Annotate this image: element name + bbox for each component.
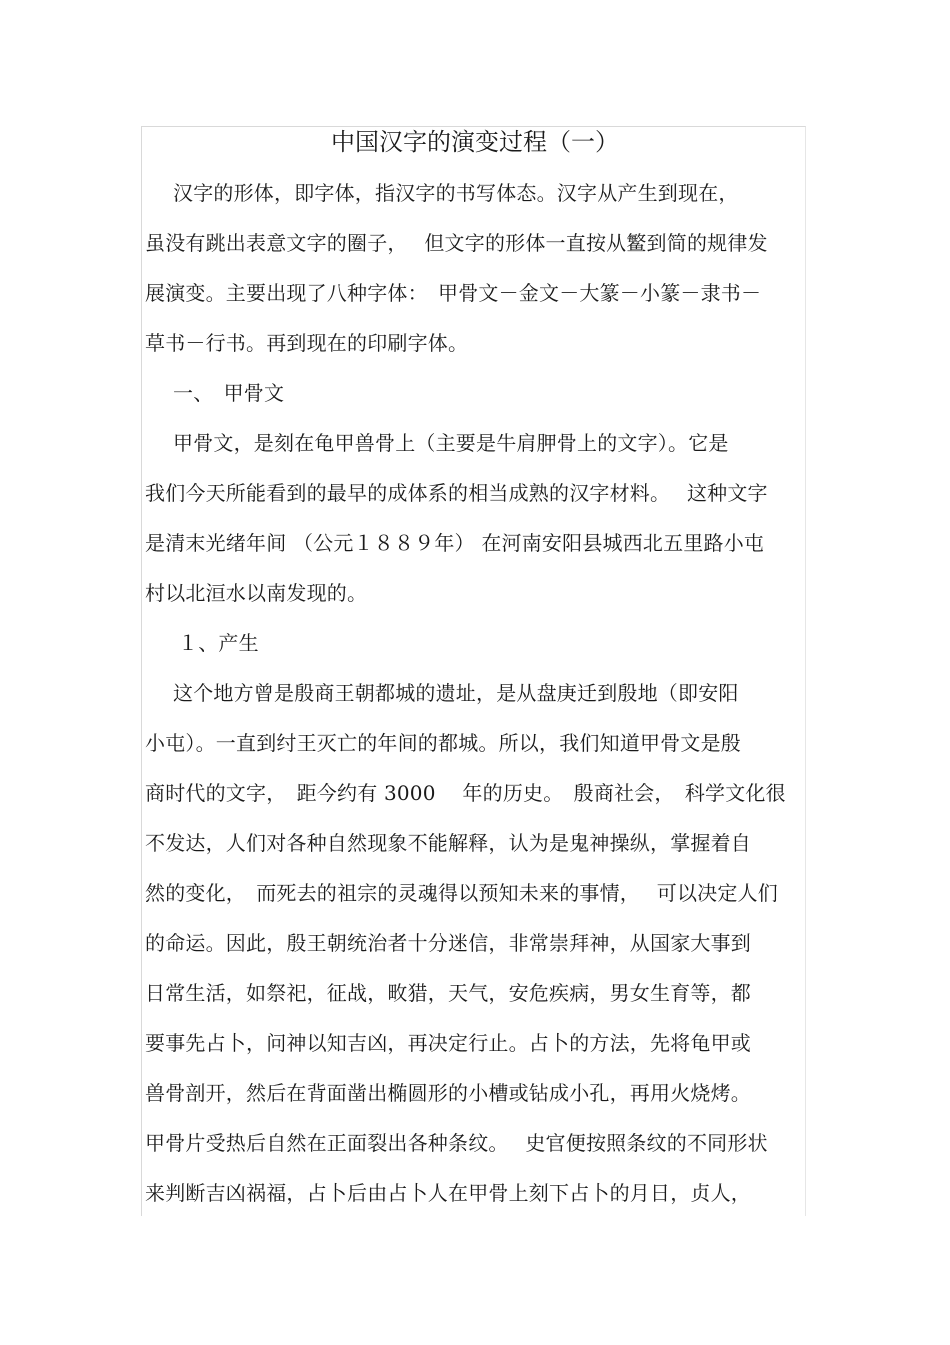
- paragraph-line: 日常生活，如祭祀，征战，畋猎，天气，安危疾病，男女生育等，都: [145, 981, 751, 1005]
- paragraph-line: 甲骨文，是刻在龟甲兽骨上（主要是牛肩胛骨上的文字）。它是: [173, 431, 729, 455]
- paragraph-line: 甲骨片受热后自然在正面裂出各种条纹。 史官便按照条纹的不同形状: [145, 1131, 768, 1155]
- paragraph-line: 小屯）。一直到纣王灭亡的年间的都城。所以，我们知道甲骨文是殷: [145, 731, 741, 755]
- paragraph-line: 要事先占卜，问神以知吉凶，再决定行止。占卜的方法，先将龟甲或: [145, 1031, 751, 1055]
- paragraph-line: 草书－行书。再到现在的印刷字体。: [145, 331, 469, 355]
- paragraph-line: 我们今天所能看到的最早的成体系的相当成熟的汉字材料。 这种文字: [145, 481, 768, 505]
- paragraph-line: 的命运。因此，殷王朝统治者十分迷信，非常崇拜神，从国家大事到: [145, 931, 751, 955]
- paragraph-line: 村以北洹水以南发现的。: [145, 581, 368, 605]
- paragraph-line: 商时代的文字， 距今约有 3000 年的历史。 殷商社会， 科学文化很: [145, 781, 786, 805]
- paragraph-line: 来判断吉凶祸福，占卜后由占卜人在甲骨上刻下占卜的月日，贞人，: [145, 1181, 751, 1205]
- paragraph-line: 不发达，人们对各种自然现象不能解释，认为是鬼神操纵，掌握着自: [145, 831, 751, 855]
- subsection-heading: １、产生: [178, 631, 259, 655]
- section-heading: 一、 甲骨文: [173, 381, 285, 405]
- paragraph-line: 这个地方曾是殷商王朝都城的遗址，是从盘庚迁到殷地（即安阳: [173, 681, 739, 705]
- paragraph-line: 兽骨剖开，然后在背面凿出椭圆形的小槽或钻成小孔，再用火烧烤。: [145, 1081, 751, 1105]
- paragraph-line: 是清末光绪年间 （公元１８８９年） 在河南安阳县城西北五里路小屯: [145, 531, 765, 555]
- paragraph-line: 虽没有跳出表意文字的圈子， 但文字的形体一直按从鳘到简的规律发: [145, 231, 768, 255]
- document-title: 中国汉字的演变过程（一）: [331, 128, 619, 156]
- paragraph-line: 然的变化， 而死去的祖宗的灵魂得以预知未来的事情， 可以决定人们: [145, 881, 778, 905]
- paragraph-line: 展演变。主要出现了八种字体： 甲骨文－金文－大篆－小篆－隶书－: [145, 281, 762, 305]
- paragraph-line: 汉字的形体，即字体，指汉字的书写体态。汉字从产生到现在，: [173, 181, 739, 205]
